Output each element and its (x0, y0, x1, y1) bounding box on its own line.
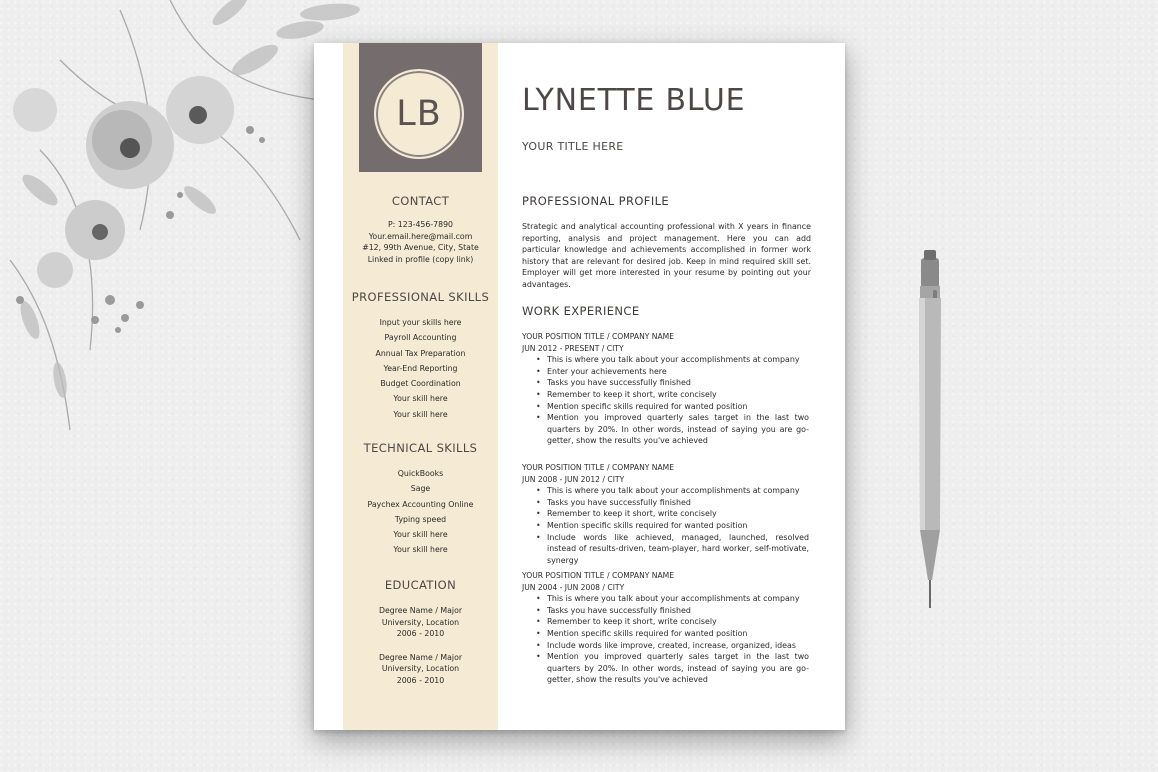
technical-skills-section (343, 441, 498, 558)
job-bullet: • This is where you talk about your accomplishments at company (547, 485, 811, 497)
education-school: University, Location (381, 617, 460, 627)
tech-skill-item: Your skill here (393, 545, 448, 555)
job-bullet: • Mention you improved quarterly sales target in the last two quarters by 20%. In other words, instead of saying you are go-getter, show the results you've achieved (547, 651, 811, 686)
monogram-box (359, 43, 482, 172)
tech-skill-item: Paychex Accounting Online (367, 499, 474, 509)
skill-item: Payroll Accounting (384, 333, 457, 343)
job-bullet: • Tasks you have successfully finished (547, 497, 811, 509)
resume-name: LYNETTE BLUE (522, 83, 746, 118)
professional-skills-section (343, 290, 498, 422)
skill-item: Annual Tax Preparation (375, 348, 466, 358)
profile-text: Strategic and analytical accounting professional with X years in finance reporting, analysis and project management. Here you can add particular knowledge and achievements accomplished in former work history that are relevant for desired job. Keep in mind required skill set. Employer will get more interested in your resume by pointing out your advantages. (522, 222, 811, 289)
education-degree: Degree Name / Major (378, 606, 463, 615)
pen-decoration (905, 250, 955, 615)
tech-skill-item: Your skill here (393, 530, 448, 540)
skill-item: Year-End Reporting (383, 363, 458, 373)
contact-phone: P: 123-456-7890 (387, 220, 454, 229)
job-entry (522, 331, 811, 447)
job-bullet: • Include words like improve, created, increase, organized, ideas (547, 640, 811, 652)
tech-skill-item: Sage (410, 484, 431, 494)
education-degree: Degree Name / Major (378, 652, 463, 662)
education-entry (343, 605, 498, 640)
job-bullet: • Include words like achieved, managed, launched, resolved instead of results-driven, team-player, hard worker, self-motivate, synergy (547, 532, 811, 567)
education-years: 2006 - 2010 (396, 629, 445, 639)
education-years: 2006 - 2010 (396, 675, 445, 685)
education-section (343, 578, 498, 699)
job-dates: JUN 2004 - JUN 2008 / CITY (522, 582, 625, 592)
job-bullet: • This is where you talk about your accomplishments at company (547, 354, 811, 366)
contact-linkedin: Linked in profile (copy link) (367, 254, 474, 264)
job-position: YOUR POSITION TITLE / COMPANY NAME (522, 571, 675, 580)
professional-skills-heading: PROFESSIONAL SKILLS (351, 290, 490, 304)
job-dates: JUN 2012 - PRESENT / CITY (522, 343, 624, 353)
job-bullet: • Remember to keep it short, write concisely (547, 389, 811, 401)
monogram: LB (374, 69, 464, 159)
job-bullet: • Enter your achievements here (547, 366, 811, 378)
contact-section (343, 194, 498, 265)
job-entry (522, 462, 811, 566)
resume-page (314, 43, 845, 730)
education-heading: EDUCATION (384, 578, 457, 592)
job-position: YOUR POSITION TITLE / COMPANY NAME (522, 463, 675, 472)
resume-title: YOUR TITLE HERE (522, 140, 624, 153)
job-entry (522, 570, 811, 686)
tech-skill-item: Typing speed (394, 514, 447, 524)
job-bullet: • Mention specific skills required for wanted position (547, 520, 811, 532)
job-bullet: • Mention you improved quarterly sales target in the last two quarters by 20%. In other words, instead of saying you are go-getter, show the results you've achieved (547, 412, 811, 447)
contact-email: Your.email.here@mail.com (368, 231, 473, 241)
tech-skill-item: QuickBooks (397, 469, 444, 478)
job-position: YOUR POSITION TITLE / COMPANY NAME (522, 332, 675, 341)
skill-item: Budget Coordination (380, 379, 461, 389)
education-entry (343, 652, 498, 687)
job-bullet: • Remember to keep it short, write concisely (547, 616, 811, 628)
skill-item: Your skill here (393, 409, 448, 419)
skill-item: Your skill here (393, 394, 448, 404)
job-bullet: • Remember to keep it short, write concisely (547, 508, 811, 520)
job-bullet: • Mention specific skills required for wanted position (547, 628, 811, 640)
job-bullet: • Mention specific skills required for wanted position (547, 401, 811, 413)
profile-heading: PROFESSIONAL PROFILE (522, 194, 670, 208)
resume-sidebar (343, 43, 498, 730)
job-bullet: • This is where you talk about your accomplishments at company (547, 593, 811, 605)
technical-skills-heading: TECHNICAL SKILLS (363, 441, 478, 455)
skill-item: Input your skills here (379, 318, 462, 327)
job-bullet: • Tasks you have successfully finished (547, 377, 811, 389)
experience-heading: WORK EXPERIENCE (522, 304, 640, 318)
job-bullet: • Tasks you have successfully finished (547, 605, 811, 617)
contact-heading: CONTACT (391, 194, 450, 208)
job-dates: JUN 2008 - JUN 2012 / CITY (522, 474, 625, 484)
contact-address: #12, 99th Avenue, City, State (362, 243, 479, 253)
education-school: University, Location (381, 664, 460, 674)
